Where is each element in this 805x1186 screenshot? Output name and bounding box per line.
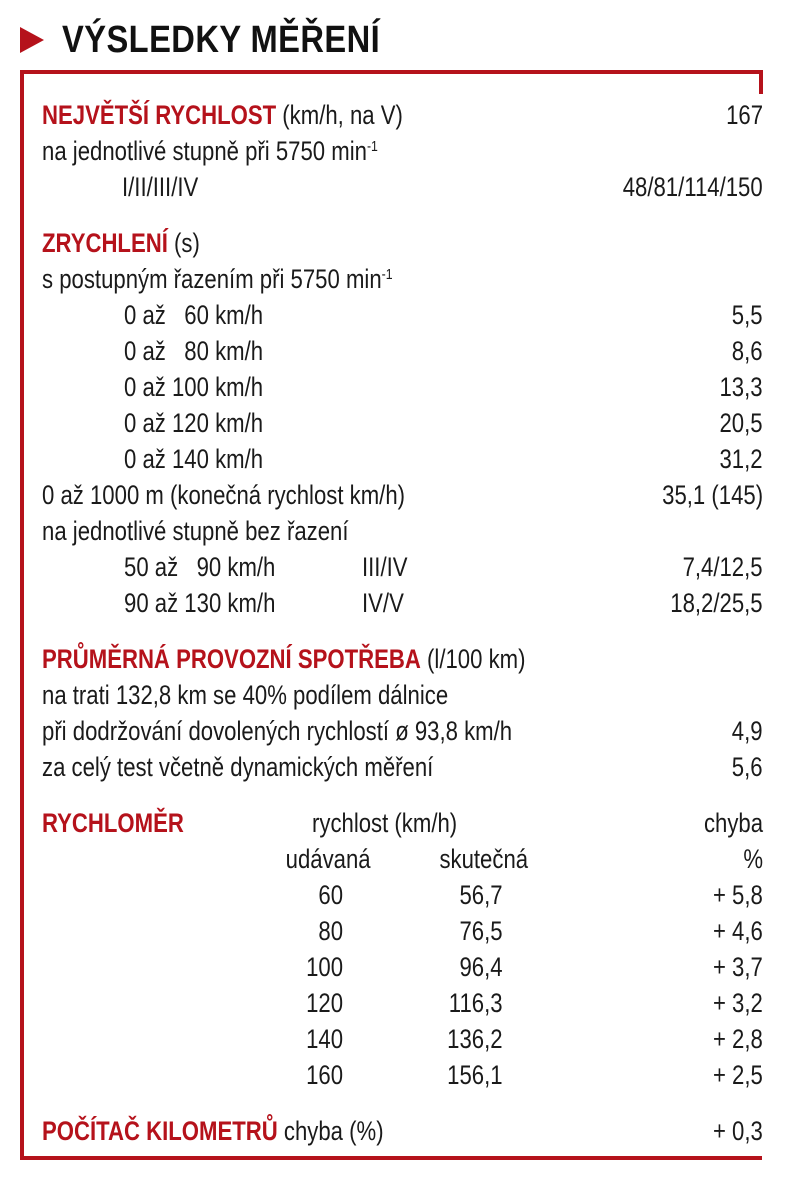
top-speed-gears-sup: -1 [366,138,378,155]
consumption-value3: 5,6 [732,752,763,782]
speedometer-percent-header: % [743,844,763,874]
consumption-heading-line [42,642,525,676]
acceleration-row-label: 0 až 80 km/h [124,336,264,366]
triangle-arrow-icon [20,27,44,53]
top-speed-gears-names: I/II/III/IV [122,172,199,202]
top-speed-value: 167 [726,100,763,130]
consumption-heading: PRŮMĚRNÁ PROVOZNÍ SPOTŘEBA [42,644,421,674]
header [20,14,432,66]
speedometer-error: + 2,5 [713,1060,763,1090]
kilometer-value: 35,1 (145) [662,480,763,510]
kilometer-label: 0 až 1000 m (konečná rychlost km/h) [42,480,406,510]
acceleration-heading: ZRYCHLENÍ [42,228,168,258]
top-speed-heading-line [42,98,403,132]
acceleration-row-label: 0 až 140 km/h [124,444,264,474]
acceleration-heading-line [42,226,200,260]
top-speed-gears-label-line [42,134,378,168]
consumption-unit: (l/100 km) [427,644,526,674]
odometer-unit: chyba (%) [283,1116,384,1146]
elastic-row-value: 7,4/12,5 [682,552,763,582]
speedometer-actual: 56,7 [459,880,503,910]
acceleration-sub-sup: -1 [381,266,393,283]
speedometer-indicated-header: udávaná [286,844,371,874]
elastic-row-value: 18,2/25,5 [670,588,763,618]
odometer-heading-line [42,1114,384,1148]
speedometer-error: + 4,6 [713,916,763,946]
speedometer-error-header: chyba [703,808,763,838]
speedometer-error: + 5,8 [713,880,763,910]
speedometer-speed-header: rychlost (km/h) [312,808,458,838]
page-title: VÝSLEDKY MĚŘENÍ [62,18,381,61]
acceleration-row-value: 5,5 [732,300,763,330]
speedometer-indicated: 120 [306,988,343,1018]
top-speed-gears-values: 48/81/114/150 [623,172,763,202]
elastic-row-gears: IV/V [362,588,404,618]
speedometer-actual-header: skutečná [439,844,528,874]
top-speed-heading: NEJVĚTŠÍ RYCHLOST [42,100,277,130]
elastic-label: na jednotlivé stupně bez řazení [42,516,349,546]
acceleration-row-value: 31,2 [719,444,763,474]
speedometer-actual: 136,2 [447,1024,503,1054]
consumption-value2: 4,9 [732,716,763,746]
speedometer-actual: 116,3 [449,988,503,1018]
acceleration-sub-label: s postupným řazením při 5750 min [42,264,382,294]
speedometer-indicated: 80 [318,916,343,946]
speedometer-indicated: 100 [306,952,343,982]
acceleration-row-label: 0 až 120 km/h [124,408,264,438]
odometer-value: + 0,3 [713,1116,763,1146]
speedometer-actual: 96,4 [459,952,503,982]
acceleration-row-label: 0 až 60 km/h [124,300,264,330]
speedometer-indicated: 60 [318,880,343,910]
speedometer-error: + 3,2 [713,988,763,1018]
acceleration-row-value: 13,3 [719,372,763,402]
odometer-heading: POČÍTAČ KILOMETRŮ [42,1116,278,1146]
consumption-line3: za celý test včetně dynamických měření [42,752,434,782]
speedometer-error: + 3,7 [713,952,763,982]
acceleration-row-value: 20,5 [719,408,763,438]
elastic-row-label: 90 až 130 km/h [124,588,276,618]
top-speed-unit: (km/h, na V) [282,100,403,130]
speedometer-actual: 156,1 [447,1060,503,1090]
acceleration-row-label: 0 až 100 km/h [124,372,264,402]
speedometer-indicated: 160 [306,1060,343,1090]
speedometer-indicated: 140 [306,1024,343,1054]
acceleration-sub-label-line [42,262,393,296]
consumption-line1: na trati 132,8 km se 40% podílem dálnice [42,680,449,710]
elastic-row-gears: III/IV [362,552,408,582]
top-speed-gears-label: na jednotlivé stupně při 5750 min [42,136,367,166]
speedometer-error: + 2,8 [713,1024,763,1054]
speedometer-actual: 76,5 [459,916,503,946]
acceleration-row-value: 8,6 [732,336,763,366]
consumption-line2: při dodržování dovolených rychlostí ø 93,8 km/h [42,716,513,746]
elastic-row-label: 50 až 90 km/h [124,552,276,582]
speedometer-heading: RYCHLOMĚR [42,808,184,838]
acceleration-unit: (s) [174,228,200,258]
